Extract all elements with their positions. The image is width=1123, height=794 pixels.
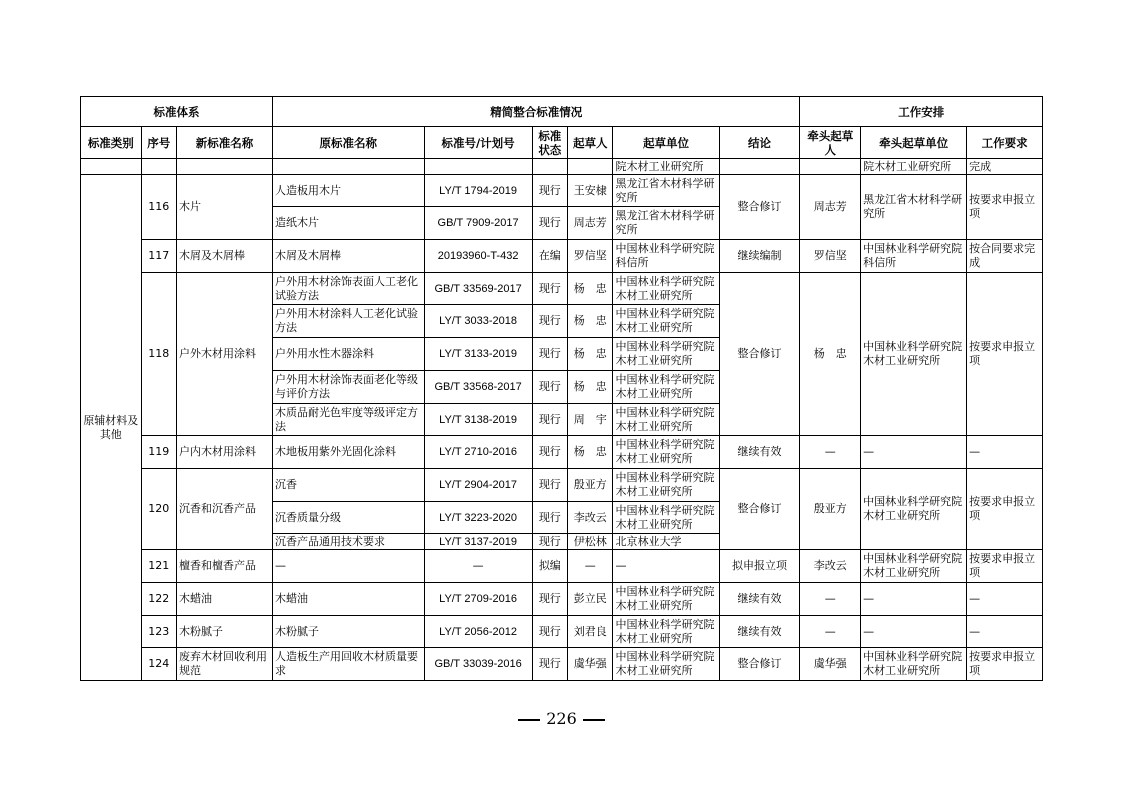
cell-drafter: 周 宇 [568, 404, 613, 436]
cell-drafter: 虞华强 [568, 648, 613, 681]
cell-unit: 中国林业科学研究院木材工业研究所 [613, 583, 719, 616]
cell-drafter: 杨 忠 [568, 338, 613, 371]
cell-unit: 中国林业科学研究院木材工业研究所 [613, 436, 719, 469]
cell-requirement: 完成 [967, 159, 1043, 175]
cell-drafter: 杨 忠 [568, 273, 613, 305]
cell-conclusion: 继续有效 [719, 616, 800, 648]
cell-number: 20193960-T-432 [424, 240, 532, 273]
cell-orig-name: 沉香 [272, 469, 424, 502]
table-row [81, 436, 1043, 469]
cell-unit: 中国林业科学研究院科信所 [613, 240, 719, 273]
cell-unit: 中国林业科学研究院木材工业研究所 [613, 305, 719, 338]
col-header-drafter: 起草人 [568, 127, 613, 159]
standards-table [80, 96, 1043, 681]
cell-orig-name: 木粉腻子 [272, 616, 424, 648]
cell-unit: 中国林业科学研究院木材工业研究所 [613, 371, 719, 404]
cell-conclusion: 整合修订 [719, 273, 800, 436]
col-header-unit: 起草单位 [613, 127, 719, 159]
cell-number: LY/T 1794-2019 [424, 175, 532, 207]
cell-status: 现行 [532, 338, 567, 371]
table-row [81, 273, 1043, 305]
cell-unit: 黑龙江省木材科学研究所 [613, 175, 719, 207]
cell-conclusion: 整合修订 [719, 175, 800, 240]
cell-orig-name: — [272, 550, 424, 583]
cell-requirement: 按合同要求完成 [967, 240, 1043, 273]
col-header-lead-drafter: 牵头起草人 [800, 127, 861, 159]
cell-new-name: 沉香和沉香产品 [176, 469, 272, 550]
cell-new-name: 木屑及木屑棒 [176, 240, 272, 273]
table-row [81, 159, 1043, 175]
page-number-text: 226 [546, 709, 577, 728]
cell-lead-drafter: 李改云 [800, 550, 861, 583]
col-header-category: 标准类别 [81, 127, 142, 159]
cell-number: — [424, 550, 532, 583]
cell-conclusion: 整合修订 [719, 648, 800, 681]
col-header-seq: 序号 [141, 127, 176, 159]
col-header-conclusion: 结论 [719, 127, 800, 159]
cell-status: 现行 [532, 436, 567, 469]
cell-lead-unit: 中国林业科学研究院木材工业研究所 [861, 648, 967, 681]
cell-number: LY/T 3138-2019 [424, 404, 532, 436]
cell-seq: 116 [141, 175, 176, 240]
cell-requirement: 按要求申报立项 [967, 648, 1043, 681]
col-header-status: 标准状态 [532, 127, 567, 159]
table-row [81, 240, 1043, 273]
cell-drafter: 王安棣 [568, 175, 613, 207]
col-header-new-name: 新标准名称 [176, 127, 272, 159]
cell-new-name: 木粉腻子 [176, 616, 272, 648]
cell-category: 原辅材料及其他 [81, 175, 142, 681]
cell-lead-unit: 中国林业科学研究院木材工业研究所 [861, 273, 967, 436]
cell-seq: 124 [141, 648, 176, 681]
cell-drafter: 杨 忠 [568, 436, 613, 469]
cell-drafter: 刘君良 [568, 616, 613, 648]
cell-drafter: 杨 忠 [568, 305, 613, 338]
cell-orig-name: 沉香产品通用技术要求 [272, 534, 424, 550]
cell-number: LY/T 2710-2016 [424, 436, 532, 469]
cell-number: GB/T 7909-2017 [424, 207, 532, 240]
cell-status: 现行 [532, 305, 567, 338]
group-header-standard-system: 标准体系 [81, 97, 273, 127]
table-row [81, 648, 1043, 681]
cell-seq: 119 [141, 436, 176, 469]
cell-lead-unit: — [861, 583, 967, 616]
cell-number: LY/T 3223-2020 [424, 502, 532, 534]
cell-seq: 122 [141, 583, 176, 616]
col-header-lead-unit: 牵头起草单位 [861, 127, 967, 159]
cell-drafter: 伊松林 [568, 534, 613, 550]
cell-orig-name: 人造板用木片 [272, 175, 424, 207]
cell-unit: 中国林业科学研究院木材工业研究所 [613, 502, 719, 534]
cell-number: LY/T 3133-2019 [424, 338, 532, 371]
cell-status: 现行 [532, 371, 567, 404]
cell-number: LY/T 3137-2019 [424, 534, 532, 550]
cell-number: LY/T 2709-2016 [424, 583, 532, 616]
cell-conclusion: 拟申报立项 [719, 550, 800, 583]
cell-seq: 117 [141, 240, 176, 273]
cell-unit: 中国林业科学研究院木材工业研究所 [613, 404, 719, 436]
cell-orig-name: 户外用木材涂饰表面老化等级与评价方法 [272, 371, 424, 404]
cell-conclusion: 继续编制 [719, 240, 800, 273]
cell-lead-drafter: 周志芳 [800, 175, 861, 240]
cell-new-name: 檀香和檀香产品 [176, 550, 272, 583]
cell-requirement: — [967, 616, 1043, 648]
cell-seq: 120 [141, 469, 176, 550]
col-header-requirement: 工作要求 [967, 127, 1043, 159]
cell-status: 现行 [532, 502, 567, 534]
cell-status: 拟编 [532, 550, 567, 583]
table-row [81, 616, 1043, 648]
cell-requirement: 按要求申报立项 [967, 550, 1043, 583]
cell-lead-unit: 中国林业科学研究院木材工业研究所 [861, 550, 967, 583]
cell-new-name: 木片 [176, 175, 272, 240]
cell-seq: 118 [141, 273, 176, 436]
cell-conclusion: 整合修订 [719, 469, 800, 550]
cell-orig-name: 沉香质量分级 [272, 502, 424, 534]
cell-lead-drafter: — [800, 583, 861, 616]
cell-seq: 123 [141, 616, 176, 648]
cell-lead-unit: — [861, 436, 967, 469]
dash-right-icon [583, 719, 605, 721]
cell-status: 现行 [532, 175, 567, 207]
cell-drafter: 周志芳 [568, 207, 613, 240]
cell-lead-unit: 黑龙江省木材科学研究所 [861, 175, 967, 240]
cell-orig-name: 木屑及木屑棒 [272, 240, 424, 273]
cell-status: 现行 [532, 404, 567, 436]
cell-lead-drafter: 殷亚方 [800, 469, 861, 550]
cell-drafter: 李改云 [568, 502, 613, 534]
cell-new-name: 户内木材用涂料 [176, 436, 272, 469]
table-row [81, 583, 1043, 616]
cell-status: 现行 [532, 207, 567, 240]
cell-unit: 北京林业大学 [613, 534, 719, 550]
cell-lead-drafter: 罗信坚 [800, 240, 861, 273]
cell-drafter: 彭立民 [568, 583, 613, 616]
cell-conclusion: 继续有效 [719, 436, 800, 469]
cell-orig-name: 户外用木材涂料人工老化试验方法 [272, 305, 424, 338]
dash-left-icon [518, 719, 540, 721]
cell-new-name: 废弃木材回收利用规范 [176, 648, 272, 681]
cell-number: LY/T 3033-2018 [424, 305, 532, 338]
cell-unit: — [613, 550, 719, 583]
cell-status: 现行 [532, 469, 567, 502]
cell-number: LY/T 2056-2012 [424, 616, 532, 648]
column-header-row [81, 127, 1043, 159]
group-header-simplify: 精简整合标准情况 [272, 97, 799, 127]
cell-drafter: — [568, 550, 613, 583]
cell-status: 在编 [532, 240, 567, 273]
cell-lead-drafter: 杨 忠 [800, 273, 861, 436]
cell-conclusion: 继续有效 [719, 583, 800, 616]
table-row [81, 469, 1043, 502]
cell-drafter: 杨 忠 [568, 371, 613, 404]
cell-number: GB/T 33039-2016 [424, 648, 532, 681]
cell-unit: 中国林业科学研究院木材工业研究所 [613, 616, 719, 648]
table-row [81, 550, 1043, 583]
cell-unit: 中国林业科学研究院木材工业研究所 [613, 273, 719, 305]
cell-lead-unit: 中国林业科学研究院木材工业研究所 [861, 469, 967, 550]
page-number [0, 709, 1123, 728]
cell-orig-name: 人造板生产用回收木材质量要求 [272, 648, 424, 681]
cell-requirement: 按要求申报立项 [967, 175, 1043, 240]
cell-unit: 黑龙江省木材科学研究所 [613, 207, 719, 240]
cell-requirement: 按要求申报立项 [967, 469, 1043, 550]
cell-status: 现行 [532, 273, 567, 305]
cell-drafter: 殷亚方 [568, 469, 613, 502]
cell-status: 现行 [532, 648, 567, 681]
cell-orig-name: 户外用木材涂饰表面人工老化试验方法 [272, 273, 424, 305]
table-row [81, 175, 1043, 207]
cell-orig-name: 造纸木片 [272, 207, 424, 240]
cell-orig-name: 木质品耐光色牢度等级评定方法 [272, 404, 424, 436]
cell-number: LY/T 2904-2017 [424, 469, 532, 502]
cell-requirement: 按要求申报立项 [967, 273, 1043, 436]
group-header-row [81, 97, 1043, 127]
cell-orig-name: 木地板用紫外光固化涂料 [272, 436, 424, 469]
cell-lead-drafter: — [800, 436, 861, 469]
cell-lead-drafter: — [800, 616, 861, 648]
cell-number: GB/T 33569-2017 [424, 273, 532, 305]
cell-drafter: 罗信坚 [568, 240, 613, 273]
cell-requirement: — [967, 436, 1043, 469]
cell-unit: 院木材工业研究所 [613, 159, 719, 175]
cell-lead-unit: 院木材工业研究所 [861, 159, 967, 175]
cell-seq: 121 [141, 550, 176, 583]
cell-unit: 中国林业科学研究院木材工业研究所 [613, 648, 719, 681]
cell-unit: 中国林业科学研究院木材工业研究所 [613, 338, 719, 371]
cell-status: 现行 [532, 534, 567, 550]
cell-new-name: 木蜡油 [176, 583, 272, 616]
col-header-number: 标准号/计划号 [424, 127, 532, 159]
col-header-orig-name: 原标准名称 [272, 127, 424, 159]
cell-requirement: — [967, 583, 1043, 616]
cell-lead-unit: — [861, 616, 967, 648]
cell-status: 现行 [532, 583, 567, 616]
cell-number: GB/T 33568-2017 [424, 371, 532, 404]
cell-unit: 中国林业科学研究院木材工业研究所 [613, 469, 719, 502]
cell-lead-drafter: 虞华强 [800, 648, 861, 681]
cell-orig-name: 木蜡油 [272, 583, 424, 616]
cell-status: 现行 [532, 616, 567, 648]
cell-orig-name: 户外用水性木器涂料 [272, 338, 424, 371]
cell-lead-unit: 中国林业科学研究院科信所 [861, 240, 967, 273]
group-header-work-plan: 工作安排 [800, 97, 1043, 127]
cell-new-name: 户外木材用涂料 [176, 273, 272, 436]
